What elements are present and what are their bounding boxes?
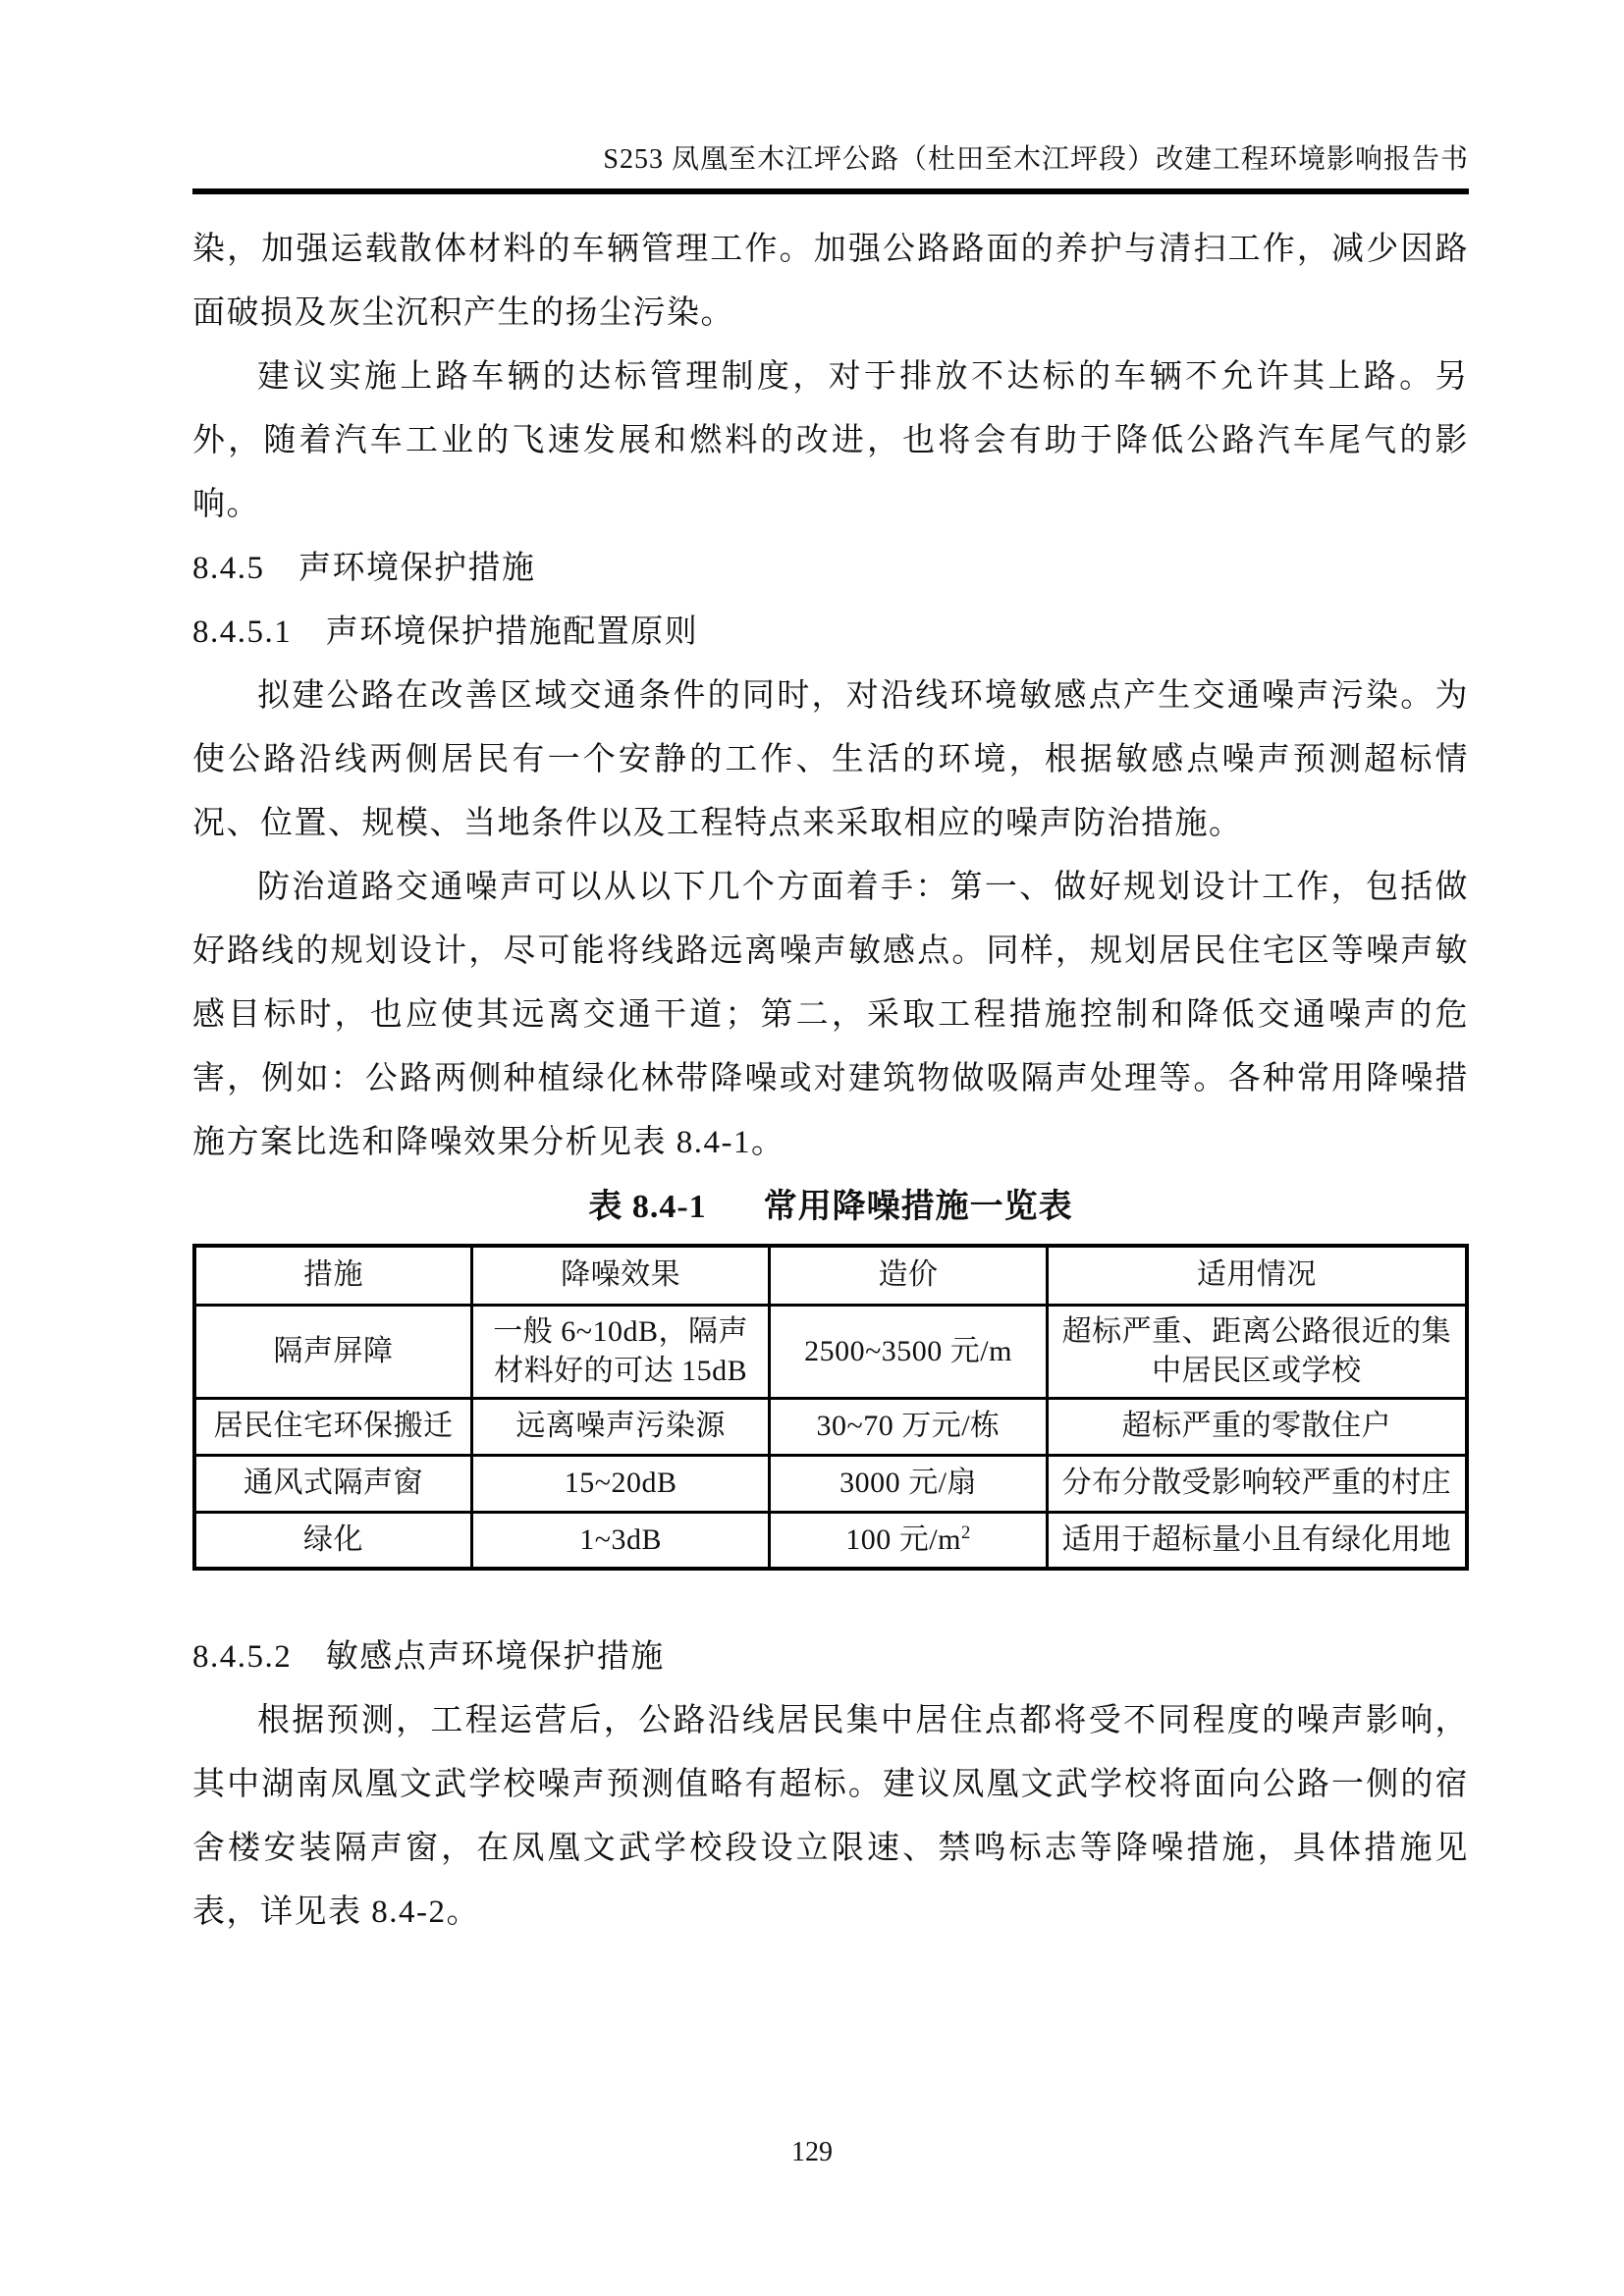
header-title: S253 凤凰至木江坪公路（杜田至木江坪段）改建工程环境影响报告书	[603, 144, 1469, 175]
paragraph-noise-principles: 拟建公路在改善区域交通条件的同时，对沿线环境敏感点产生交通噪声污染。为使公路沿线两侧居民有一个安静的工作、生活的环境，根据敏感点噪声预测超标情况、位置、规模、当地条件以及工程特点来采取相应的噪声防治措施。	[192, 678, 1469, 841]
cell-effect: 一般 6~10dB，隔声材料好的可达 15dB	[472, 1305, 770, 1398]
cell-cost-greening	[770, 1512, 1048, 1569]
superscript-2: 2	[960, 1522, 971, 1543]
cell-applicability: 分布分散受影响较严重的村庄	[1047, 1455, 1467, 1512]
table-row-greening	[194, 1512, 1467, 1569]
heading-8-4-5-1: 8.4.5.1 声环境保护措施配置原则	[192, 614, 699, 650]
column-header-noise-reduction: 降噪效果	[472, 1246, 770, 1305]
cell-measure: 绿化	[194, 1512, 472, 1569]
noise-measures-table	[192, 1244, 1469, 1571]
cell-cost: 30~70 万元/栋	[770, 1398, 1048, 1455]
table-row-sound-barrier	[194, 1305, 1467, 1398]
cell-effect: 1~3dB	[472, 1512, 770, 1569]
column-header-applicability: 适用情况	[1047, 1246, 1467, 1305]
body-text	[192, 218, 1469, 1945]
paragraph-sensitive-points: 根据预测，工程运营后，公路沿线居民集中居住点都将受不同程度的噪声影响，其中湖南凤凰文武学校噪声预测值略有超标。建议凤凰文武学校将面向公路一侧的宿舍楼安装隔声窗，在凤凰文武学校段设立限速、禁鸣标志等降噪措施，具体措施见表，详见表 8.4-2。	[192, 1703, 1469, 1930]
cost-base: 100 元/m	[845, 1522, 961, 1556]
paragraph-noise-prevention: 防治道路交通噪声可以从以下几个方面着手：第一、做好规划设计工作，包括做好路线的规划设计，尽可能将线路远离噪声敏感点。同样，规划居民住宅区等噪声敏感目标时，也应使其远离交通干道；第二，采取工程措施控制和降低交通噪声的危害，例如：公路两侧种植绿化林带降噪或对建筑物做吸隔声处理等。各种常用降噪措施方案比选和降噪效果分析见表 8.4-1。	[192, 870, 1469, 1160]
cell-measure: 通风式隔声窗	[194, 1455, 472, 1512]
cell-measure: 隔声屏障	[194, 1305, 472, 1398]
column-header-cost: 造价	[770, 1246, 1048, 1305]
cell-applicability: 超标严重、距离公路很近的集中居民区或学校	[1047, 1305, 1467, 1398]
table-caption	[192, 1187, 1469, 1228]
cell-cost: 2500~3500 元/m	[770, 1305, 1048, 1398]
cell-measure: 居民住宅环保搬迁	[194, 1398, 472, 1455]
page-content	[192, 0, 1469, 1945]
heading-8-4-5: 8.4.5 声环境保护措施	[192, 551, 536, 586]
page-number: 129	[791, 2137, 833, 2167]
column-header-measure: 措施	[194, 1246, 472, 1305]
cell-applicability: 适用于超标量小且有绿化用地	[1047, 1512, 1467, 1569]
cell-cost: 3000 元/扇	[770, 1455, 1048, 1512]
cell-effect: 15~20dB	[472, 1455, 770, 1512]
table-caption-label: 表 8.4-1	[588, 1189, 707, 1225]
table-row-ventilated-window	[194, 1455, 1467, 1512]
page-header	[192, 0, 1469, 194]
paragraph-dust-control: 染，加强运载散体材料的车辆管理工作。加强公路路面的养护与清扫工作，减少因路面破损及灰尘沉积产生的扬尘污染。	[192, 232, 1469, 331]
paragraph-vehicle-standards: 建议实施上路车辆的达标管理制度，对于排放不达标的车辆不允许其上路。另外，随着汽车工业的飞速发展和燃料的改进，也将会有助于降低公路汽车尾气的影响。	[192, 359, 1469, 522]
heading-8-4-5-2: 8.4.5.2 敏感点声环境保护措施	[192, 1639, 665, 1675]
table-header-row	[194, 1246, 1467, 1305]
table-row-relocation	[194, 1398, 1467, 1455]
cell-applicability: 超标严重的零散住户	[1047, 1398, 1467, 1455]
cell-effect: 远离噪声污染源	[472, 1398, 770, 1455]
table-caption-title: 常用降噪措施一览表	[763, 1189, 1073, 1225]
